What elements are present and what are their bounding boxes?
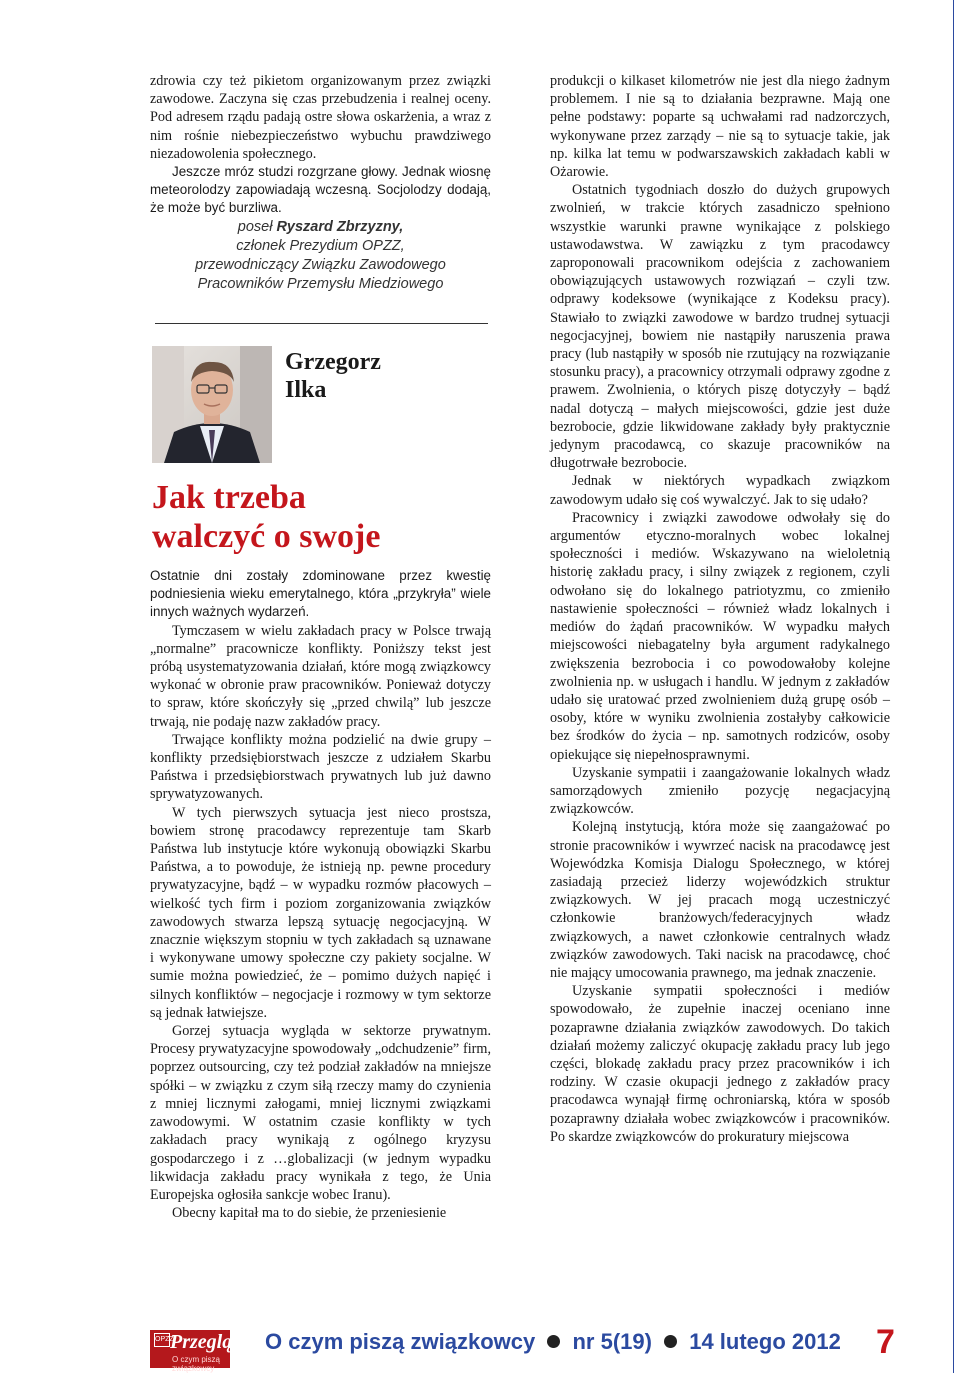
- footer-publication: O czym piszą związkowcy: [265, 1329, 536, 1354]
- logo-subtitle: O czym piszą związkowcy: [172, 1355, 221, 1373]
- signature-line: członek Prezydium OPZZ,: [236, 237, 405, 254]
- footer-banner: [265, 1327, 841, 1357]
- paragraph: Obecny kapitał ma to do siebie, że przeniesienie: [172, 1205, 447, 1222]
- article-separator: [155, 323, 488, 324]
- page-number: 7: [876, 1323, 895, 1361]
- signature-name: Ryszard Zbrzyzny,: [276, 218, 404, 235]
- page-frame-line: [953, 0, 954, 1373]
- paragraph: Kolejną instytucją, która może się zaangażować po stronie pracowników i wywrzeć nacisk na pracodawcę jest Wojewódzka Komisja Dialogu Społecznego, w której zasiadają przecież liderzy wojewódzkich struktur związkowych. W jej pracach mogą uczestniczyć członkowie branżowych/federacyjnych władz związkowych, a nawet członkowie centralnych władz związków zawodowych. Taki nacisk na pracodawcę, choć nie mający umocowania prawnego, ma jednak znaczenie.: [550, 819, 890, 981]
- paragraph: Uzyskanie sympatii i zaangażowanie lokalnych władz samorządowych zmieniło pozycję negacjacyjną związkowców.: [550, 764, 890, 818]
- paragraph: Uzyskanie sympatii społeczności i mediów spowodowało, że zupełnie inaczej oceniano inne pozaprawne działania związków zawodowych. Do takich działań możemy zaliczyć okupację zakładu pracy lub jego części, blokadę zakładu pracy przez pracowników i ich rodziny. W czasie okupacji jednego z zakładów pracy pracodawca wynajął firmę ochroniarską, która w sposób pozaprawny działała wobec związkowców i pracowników. Po skardze związkowców do prokuratury miejscowa: [550, 983, 890, 1145]
- signature-line: Pracowników Przemysłu Miedziowego: [197, 275, 444, 292]
- logo-title: Przegląd: [170, 1331, 243, 1353]
- signature-prefix: poseł: [237, 218, 273, 235]
- previous-article-end: [150, 72, 491, 294]
- paragraph: produkcji o kilkaset kilometrów nie jest dla niego żadnym problemem. I nie są to działania bezprawne. Mają one pełne podstawy: poparte są uchwałami rad nadzorczych, wykonywane przez zarządy – nie są to sytuacje takie, jak np. kilka lat temu w podwarszawskich zakładach kabli w Ożarowie.: [550, 73, 890, 181]
- article-headline: [152, 478, 380, 556]
- paragraph: Ostatnich tygodniach doszło do dużych grupowych zwolnień, w trakcie których zasadniczo spełniono wszystkie warunki prawne wynikające z polskiego ustawodawstwa. W zawiązku z tym pracodawcy zaproponowali pracownikom odejścia z zachowaniem obowiązujących ustawowych rozwiązań – czyli tzw. odprawy kodeksowe (wynikające z Kodeksu pracy). Stawiało to związki zawodowe w bardzo trudnej sytuacji negocjacyjnej, bowiem nie nastąpiły naruszenia prawa pracy (lub nastąpiły w sposób nie rzutujący na rozwiązanie stosunku pracy), a pracownicy otrzymali odprawy zgodne z prawem. Zwolnienia, o których piszę dotyczyły – bądź nadal dotyczą – małych miejscowości, gdzie jest duże bezrobocie, gdzie likwidowane zakłady były praktycznie jedynym pracodawcą, co skazuje pracowników na długotrwałe bezrobocie.: [550, 182, 890, 472]
- author-first-name: Grzegorz: [285, 349, 381, 375]
- author-photo: [152, 346, 272, 463]
- paragraph: Trwające konflikty można podzielić na dwie grupy – konflikty przedsiębiorstwach jeszcze z udziałem Skarbu Państwa i przedsiębiorstwach prywatnych lub już dawno sprywatyzowanych.: [150, 731, 491, 803]
- signature-line: przewodniczący Związku Zawodowego: [195, 256, 446, 273]
- headline-line: Jak trzeba: [152, 479, 306, 516]
- paragraph: Jednak w niektórych wypadkach związkom zawodowym udało się coś wywalczyć. Jak to się udało?: [550, 473, 890, 508]
- bullet-icon: [664, 1335, 677, 1348]
- logo-badge: OPZZ: [154, 1333, 170, 1347]
- footer-date: 14 lutego 2012: [689, 1329, 841, 1354]
- paragraph: Gorzej sytuacja wygląda w sektorze prywatnym. Procesy prywatyzacyjne spowodowały „odchudzenie” firm, poprzez outsourcing, czy też podział zakładów na mniejsze spółki – w związku z czym siłą rzeczy mamy do czynienia z mniej licznymi załogami, mniej licznymi związkami zawodowymi. W ostatnim czasie konflikty w tych zakładach pracy wynikają z ogólnego kryzysu gospodarczego i z …globalizacji (w jednym wypadku likwidacja zakładu pracy wynikała z tego, że Unia Europejska ogłosiła sankcje wobec Iranu).: [150, 1023, 491, 1203]
- paragraph: Tymczasem w wielu zakładach pracy w Polsce trwają „normalne” pracownicze konflikty. Poniższy tekst jest próbą usystematyzowania działań, które mogą związkowcy wykonać w obronie praw pracowników. Ponieważ dotyczy to spraw, które skończyły się „przed chwilą” lub jeszcze trwają, nie podaję nazw zakładów pracy.: [150, 622, 491, 730]
- signature-line: [150, 218, 491, 237]
- paragraph: zdrowia czy też pikietom organizowanym przez związki zawodowe. Zaczyna się czas przebudzenia i realnej oceny. Pod adresem rządu padają ostre słowa oskarżenia, a wraz z nim rośnie niebezpieczeństwo wybuchu prawdziwego niezadowolenia społecznego.: [150, 73, 491, 162]
- author-name: [285, 348, 381, 404]
- bullet-icon: [547, 1335, 560, 1348]
- lead-paragraph: Ostatnie dni zostały zdominowane przez kwestię podniesienia wieku emerytalnego, która „przykryła” wiele innych ważnych wydarzeń.: [150, 568, 491, 620]
- footer-issue: nr 5(19): [572, 1329, 652, 1354]
- headline-line: walczyć o swoje: [152, 518, 381, 555]
- article-body-right: [550, 72, 890, 1146]
- paragraph: Pracownicy i związki zawodowe odwołały się do argumentów etyczno-moralnych wobec lokalnej społeczności i mediów. Wskazywano na wieloletnią historię zakładu pracy, i silny związek z regionem, czyli odwołano się do lokalnego patriotyzmu, co zmieniło nastawienie społeczności – również władz lokalnych i mediów do żądań pracowników. W wypadku małych miejscowości niebagatelny była argument radykalnego zwiększenia bezrobocia i co powodowałoby kolejne zwolnienia np. w usługach i handlu. W jednym z zakładów udało się uratować przed zwolnieniem dużą grupę osób – osoby, które w wyniku zwolnienia zostałyby całkowicie bez środków do życia – np. samotnych rodziców, osoby opiekujące się niepełnosprawnymi.: [550, 509, 890, 763]
- publication-logo: [150, 1330, 243, 1373]
- author-last-name: Ilka: [285, 377, 327, 403]
- paragraph: W tych pierwszych sytuacja jest nieco prostsza, bowiem stronę pracodawcy reprezentuje tam Skarb Państwa lub instytucje które wykonują obowiązki Skarbu Państwa, a to powoduje, że istnieją np. pewne procedury prywatyzacyjne, bądź – w wypadku rozmów płacowych – wielkość tych firm i poziom zorganizowania związków zawodowych stwarza lepszą sytuację negocjacyjną. W znacznie większym stopniu w tych zakładach są uznawane i wykonywane umowy społeczne czy pakiety socjalne. W sumie można powiedzieć, że – pomimo dużych napięć i silnych konfliktów – negocjacje i rozmowy w tym sektorze są jednak łatwiejsze.: [150, 804, 491, 1021]
- article-body-left: [150, 567, 491, 1222]
- paragraph: Jeszcze mróz studzi rozgrzane głowy. Jednak wiosnę meteorolodzy zapowiadają wczesną. Socjolodzy dodają, że może być burzliwa.: [150, 164, 491, 216]
